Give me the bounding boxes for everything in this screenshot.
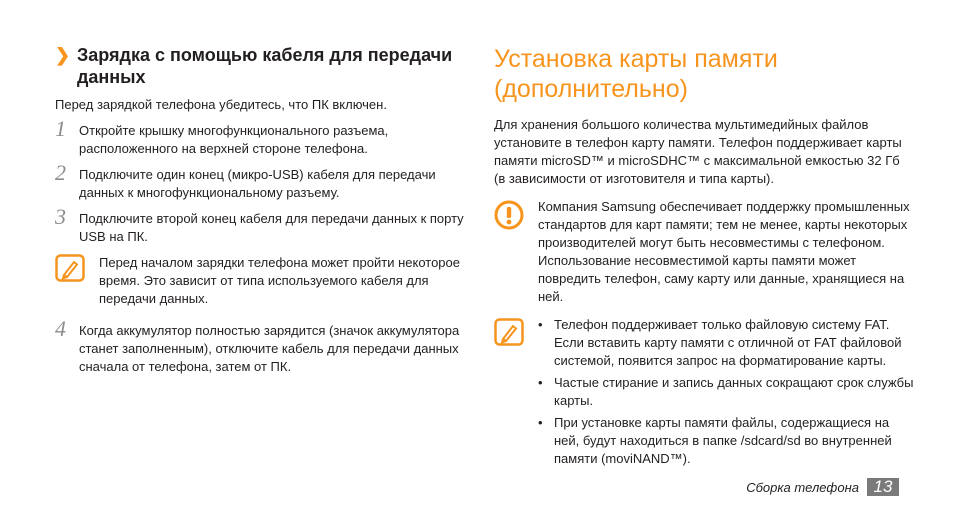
right-column — [494, 44, 914, 472]
step-4 — [55, 316, 465, 376]
step-number: 3 — [55, 204, 66, 229]
step-number: 1 — [55, 116, 66, 141]
left-column — [55, 44, 465, 376]
footer-caption: Сборка телефона — [746, 479, 859, 495]
step-1 — [55, 116, 465, 158]
warning-text: Компания Samsung обеспечивает поддержку промышленных стандартов для карт памяти; тем не менее, карты некоторых производителей могут быть несовместимы с телефоном. Использование несовместимой карты памяти может повредить телефон, саму карту или данные, хранящиеся на ней. — [538, 199, 910, 304]
step-3 — [55, 204, 465, 246]
body-text: Для хранения большого количества мультимедийных файлов установите в телефон карту памяти. Телефон поддерживает карты памяти microSD™ и microSDHC™ с максимальной емкостью 32 Гб (в зависимости от изготовителя и типа карты). — [494, 117, 902, 186]
step-2 — [55, 160, 465, 202]
warning-icon — [494, 198, 538, 306]
page-number: 13 — [867, 478, 899, 496]
step-number: 2 — [55, 160, 66, 185]
section-heading-text: Зарядка с помощью кабеля для передачи данных — [77, 45, 453, 87]
step-text: Подключите второй конец кабеля для передачи данных к порту USB на ПК. — [79, 211, 464, 244]
warning-block — [494, 198, 914, 306]
step-number: 4 — [55, 316, 66, 341]
note-text: Перед началом зарядки телефона может пройти некоторое время. Это зависит от типа используемого кабеля для передачи данных. — [99, 255, 460, 306]
step-text: Подключите один конец (микро-USB) кабеля для передачи данных к многофункциональному разъему. — [79, 167, 436, 200]
list-item: • При установке карты памяти файлы, содержащиеся на ней, будут находиться в папке /sdcard/sd во внутренней памяти (moviNAND™). — [538, 414, 914, 468]
intro-text: Перед зарядкой телефона убедитесь, что ПК включен. — [55, 97, 387, 112]
page-footer — [746, 478, 899, 496]
page-title: Установка карты памяти (дополнительно) — [494, 45, 778, 103]
bullet-list — [538, 316, 914, 472]
list-item: • Частые стирание и запись данных сокращают срок службы карты. — [538, 374, 914, 410]
note-block — [494, 316, 914, 472]
step-text: Откройте крышку многофункционального разъема, расположенного на верхней стороне телефона. — [79, 123, 389, 156]
step-text: Когда аккумулятор полностью зарядится (значок аккумулятора станет заполненным), отключите кабель для передачи данных сначала от телефона, затем от ПК. — [79, 323, 460, 374]
note-icon — [55, 254, 99, 308]
chevron-right-icon: ❯ — [55, 45, 71, 65]
section-heading — [55, 44, 465, 88]
note-icon — [494, 316, 538, 472]
list-item: • Телефон поддерживает только файловую систему FAT. Если вставить карту памяти с отличной от FAT файловой системой, появится запрос на форматирование карты. — [538, 316, 914, 370]
note-block — [55, 254, 465, 308]
